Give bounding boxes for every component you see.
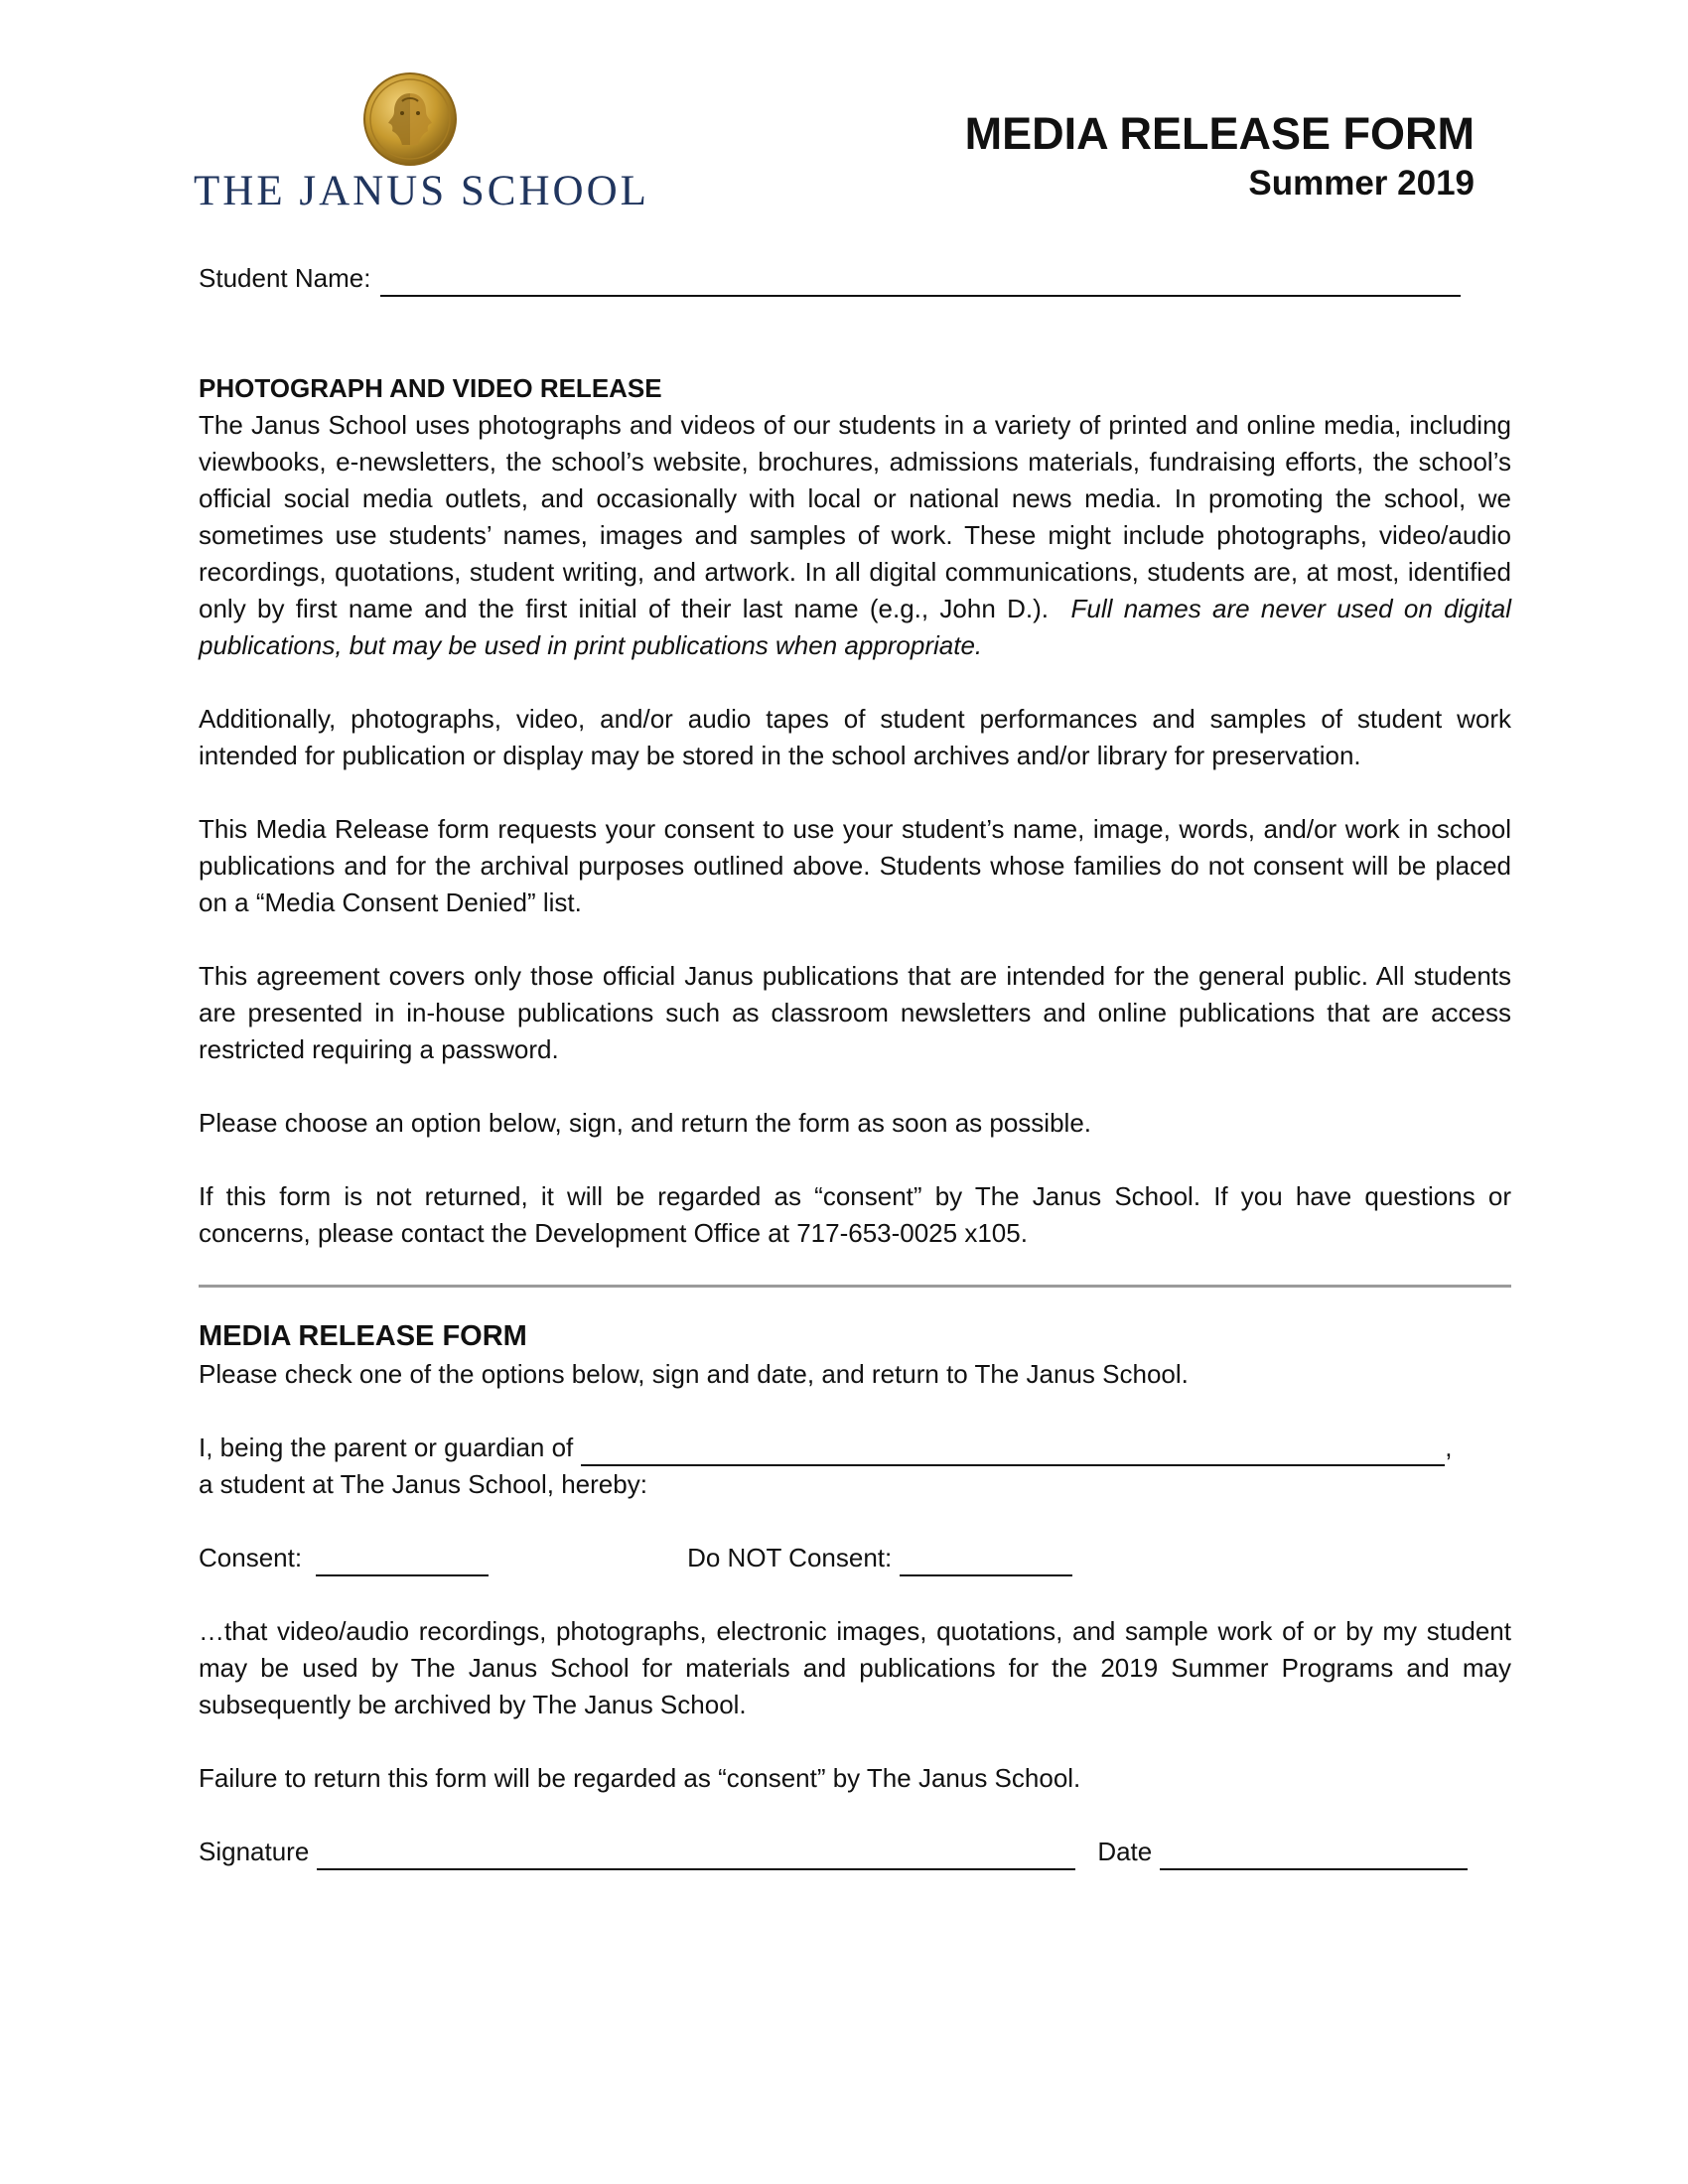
release-paragraph-2: Additionally, photographs, video, and/or audio tapes of student performances and samples of student work intended for publication or display may be stored in the school archives and/or library for preservation. [199, 704, 1511, 770]
no-consent-field[interactable] [900, 1545, 1072, 1576]
student-name-label: Student Name: [199, 263, 371, 293]
signature-field[interactable] [317, 1839, 1075, 1870]
signature-row [199, 1834, 1511, 1870]
signature-label: Signature [199, 1837, 310, 1866]
guardian-label: I, being the parent or guardian of [199, 1433, 574, 1462]
consent-label: Consent: [199, 1543, 303, 1572]
school-name: THE JANUS SCHOOL [194, 168, 649, 214]
form-heading: MEDIA RELEASE FORM [199, 1320, 527, 1352]
student-name-field[interactable] [380, 265, 1461, 297]
title-block [965, 107, 1475, 206]
date-field[interactable] [1160, 1839, 1468, 1870]
date-label: Date [1097, 1837, 1153, 1866]
page-subtitle: Summer 2019 [1248, 164, 1475, 203]
no-consent-label: Do NOT Consent: [687, 1543, 893, 1572]
release-paragraph-1 [199, 407, 1511, 664]
usage-paragraph: …that video/audio recordings, photographs, electronic images, quotations, and sample work of or by my student may be used by The Janus School for materials and publications for the 2019 Summer Programs and may subsequently be archived by The Janus School. [199, 1616, 1511, 1719]
section-divider [199, 1285, 1511, 1288]
student-name-row [199, 260, 1511, 297]
school-logo [194, 71, 649, 214]
guardian-row [199, 1430, 1511, 1466]
janus-coin-icon [362, 71, 458, 167]
release-paragraph-3: This Media Release form requests your consent to use your student’s name, image, words, and/or work in school publications and for the archival purposes outlined above. Students whose families do not consent will be placed on a “Media Consent Denied” list. [199, 814, 1511, 917]
failure-notice: Failure to return this form will be regarded as “consent” by The Janus School. [199, 1763, 1081, 1793]
consent-field[interactable] [316, 1545, 489, 1576]
guardian-comma: , [1445, 1433, 1453, 1462]
release-paragraph-1-text: The Janus School uses photographs and videos of our students in a variety of printed and online media, including viewbooks, e-newsletters, the school’s website, brochures, admissions materials, fundraising efforts, the school’s official social media outlets, and occasionally with local or national news media. In promoting the school, we sometimes use students’ names, images and samples of work. These might include photographs, video/audio recordings, quotations, student writing, and artwork. In all digital communications, students are, at most, identified only by first name and the first initial of their last name (e.g., John D.). [199, 410, 1511, 623]
form-content [199, 260, 1511, 1870]
release-paragraph-6: If this form is not returned, it will be regarded as “consent” by The Janus School. If you have questions or concerns, please contact the Development Office at 717-653-0025 x105. [199, 1181, 1511, 1248]
form-instruction: Please check one of the options below, sign and date, and return to The Janus School. [199, 1359, 1189, 1389]
guardian-of-field[interactable] [581, 1434, 1445, 1466]
release-paragraph-4: This agreement covers only those official Janus publications that are intended for the general public. All students are presented in in-house publications such as classroom newsletters and online publications that are access restricted requiring a password. [199, 961, 1511, 1064]
guardian-line-2: a student at The Janus School, hereby: [199, 1469, 647, 1499]
page-title: MEDIA RELEASE FORM [964, 108, 1475, 159]
release-heading: PHOTOGRAPH AND VIDEO RELEASE [199, 373, 662, 403]
consent-options-row [199, 1540, 1511, 1576]
release-paragraph-1-italic: Full names are never used on digital publications, but may be used in print publications when appropriate. [199, 594, 1512, 660]
release-paragraph-5: Please choose an option below, sign, and return the form as soon as possible. [199, 1108, 1092, 1138]
